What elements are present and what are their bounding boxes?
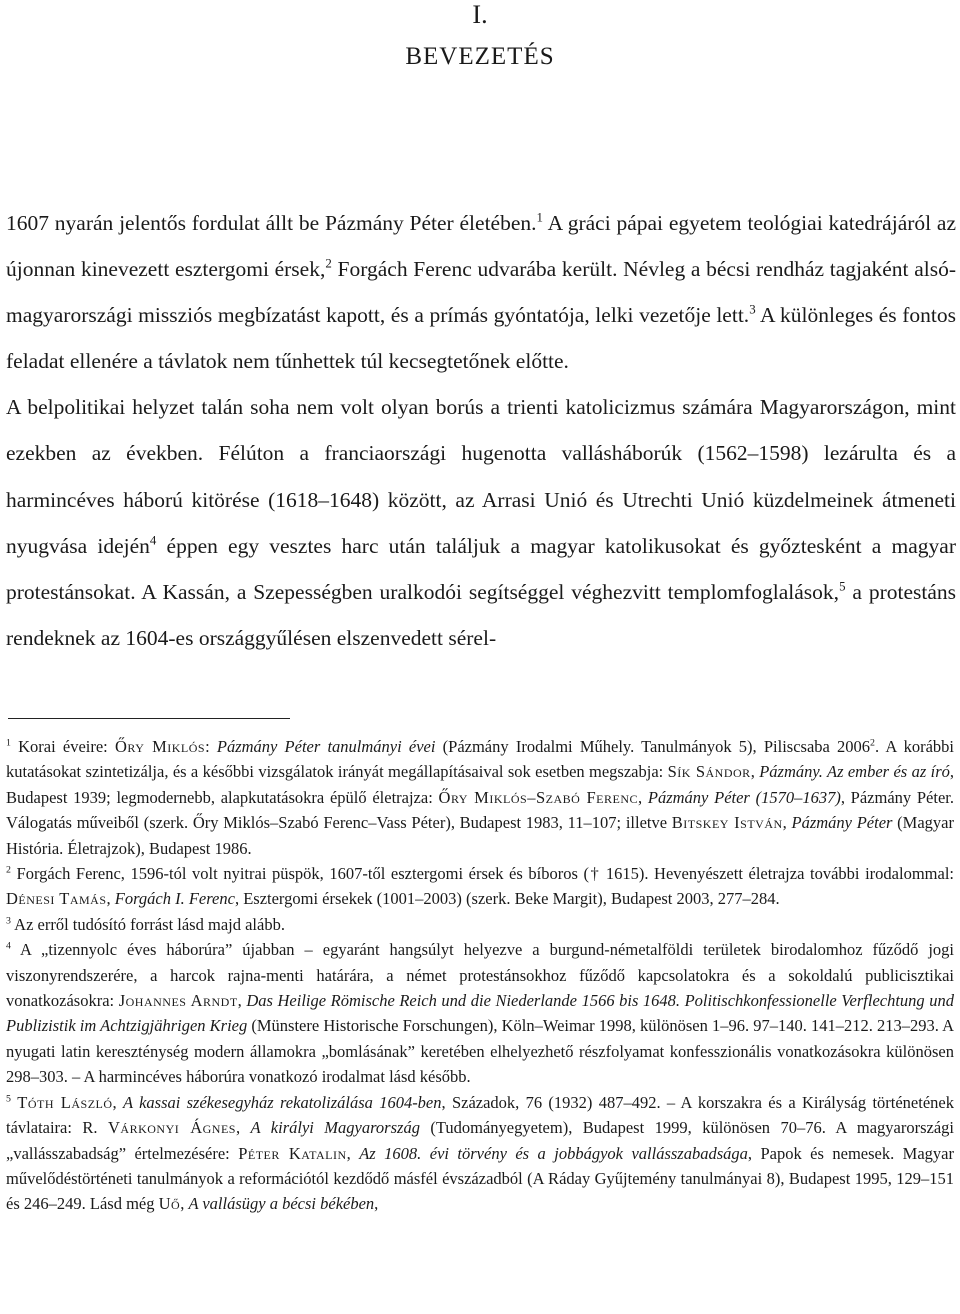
work-title: Pázmány Péter tanulmányi évei	[216, 737, 436, 756]
footnote-ref-1[interactable]: 1	[536, 210, 543, 225]
text-run: , Századok, 76 (1932) 487–492. – A korszakra és a Királyság történetének távlataira: R.	[6, 1092, 954, 1138]
footnote-5	[6, 1090, 954, 1217]
text-run: . A korábbi kutatásokat szintetizálja, és a későbbi vizsgálatok irányát megállapításaival sok esetben megszabja:	[6, 737, 954, 782]
work-title: Pázmány Péter	[791, 813, 893, 833]
footnote-ref-5[interactable]: 5	[839, 579, 846, 594]
text-run: éppen egy vesztes harc után találjuk a magyar katolikusokat és győztesként a magyar protestánsokat. A Kassán, a Szepességben uralkodói segítséggel véghezvitt templomfoglalások,	[6, 533, 956, 604]
footnote-3	[6, 912, 954, 937]
footnote-number: 2	[6, 864, 11, 876]
paragraph-2	[6, 384, 956, 661]
text-run: Az erről tudósító forrást lásd majd alább.	[10, 914, 285, 934]
text-run: A különleges és fontos feladat ellenére a távlatok nem tűnhettek túl kecsegtetőnek előtte.	[6, 303, 957, 374]
work-title: Forgách I. Ferenc	[114, 889, 235, 909]
work-title: A kassai székesegyház rekatolizálása 1604-ben	[122, 1092, 442, 1112]
author-name: Tóth László	[17, 1092, 113, 1112]
work-title: Das Heilige Römische Reich und die Niederlande 1566 bis 1648. Politischkonfessionelle Verflechtung und Publizistik im Achtzigjährigen Krieg	[6, 991, 954, 1036]
text-run: :	[205, 737, 217, 756]
text-run: 1607 nyarán jelentős fordulat állt be Pázmány Péter életében.	[6, 211, 537, 235]
footnote-number: 3	[6, 915, 11, 927]
text-run: ,	[374, 1194, 379, 1214]
work-title: Az 1608. évi törvény és a jobbágyok vallásszabadsága	[359, 1143, 748, 1163]
footnote-2	[6, 861, 954, 912]
text-run: (Tudományegyetem), Budapest 1999, különösen 70–76. A magyarországi „vallásszabadság” értelmezésére:	[6, 1118, 954, 1163]
footnote-ref-2[interactable]: 2	[325, 256, 332, 271]
text-run: ,	[237, 991, 247, 1011]
text-run: ,	[180, 1194, 189, 1214]
text-run: , Budapest 1939; legmodernebb, alapkutatásokra épülő életrajza:	[6, 762, 955, 807]
text-run: ,	[782, 813, 792, 833]
work-title: Pázmány. Az ember és az író	[759, 762, 950, 782]
footnote-number: 1	[6, 737, 11, 749]
text-run: ,	[106, 889, 115, 909]
footnote-4	[6, 937, 954, 1089]
footnote-ref-3[interactable]: 3	[749, 302, 756, 317]
text-run: , Pázmány Péter. Válogatás műveiből (szerk. Őry Miklós–Szabó Ferenc–Vass Péter), Budapest 1983, 11–107; illetve	[6, 787, 954, 833]
footnote-number: 5	[6, 1093, 11, 1105]
author-name: Bitskey István	[671, 813, 783, 833]
text-run: ,	[750, 762, 760, 782]
author-name: Várkonyi Ágnes	[108, 1118, 236, 1138]
author-name: Péter Katalin	[238, 1143, 347, 1163]
text-run: A „tizennyolc éves háborúra” újabban – egyaránt hangsúlyt helyezve a burgund-németalföldi területek birodalomhoz fűződő jogi viszonyrendszerére, a harcok rajna-menti határára, a német protestánsokhoz fűződő kapcsolatokra és a sokoldalú publicisztikai vonatkozásokra:	[6, 940, 954, 1011]
text-run: (Magyar História. Életrajzok), Budapest 1986.	[6, 813, 954, 858]
text-run: ,	[235, 1118, 251, 1138]
text-run: A belpolitikai helyzet talán soha nem volt olyan borús a trienti katolicizmus számára Magyarországon, mint ezekben az években. Félúton a franciaországi hugenotta vallásháborúk (1562–1598) lezárulta és a harmincéves háború kitörése (1618–1648) között, az Arrasi Unió és Utrechti Unió küzdelmeinek átmeneti nyugvása idején	[6, 395, 956, 558]
footnote-1	[6, 734, 954, 861]
work-title: A királyi Magyarország	[250, 1118, 420, 1138]
text-run: ,	[112, 1092, 123, 1112]
paragraph-1	[6, 200, 956, 384]
footnote-number: 4	[6, 940, 11, 952]
edition-sup: 2	[870, 737, 875, 749]
chapter-number: I.	[472, 0, 488, 29]
author-name: Őry Miklós	[114, 737, 206, 756]
text-run: , Esztergomi érsekek (1001–2003) (szerk. Beke Margit), Budapest 2003, 277–284.	[234, 889, 780, 909]
footnotes	[6, 734, 954, 1217]
text-run: ,	[638, 787, 648, 807]
author-name: Dénesi Tamás	[6, 889, 107, 909]
author-name: Uő	[158, 1194, 181, 1214]
chapter-title: BEVEZETÉS	[405, 43, 555, 70]
text-run: Forgách Ferenc, 1596-tól volt nyitrai püspök, 1607-től esztergomi érsek és bíboros († 1615). Hevenyészett életrajza további irodalommal:	[10, 864, 954, 884]
footnote-divider	[8, 718, 290, 719]
text-run: (Münstere Historische Forschungen), Köln–Weimar 1998, különösen 1–96. 97–140. 141–212. 213–293. A nyugati latin kereszténység modern államokra „bomlásának” keretében elhelyezhető részfolyamat konfesszionális vonatkozásokra különösen 298–303. – A harmincéves háborúra vonatkozó irodalmat lásd később.	[6, 1016, 954, 1087]
text-run: Forgách Ferenc udvarába került. Névleg a bécsi rendház tagjaként alsó-magyarországi missziós megbízatást kapott, és a prímás gyóntatója, lelki vezetője lett.	[6, 257, 957, 328]
author-name: Őry Miklós–Szabó Ferenc	[438, 787, 639, 807]
text-run: , Papok és nemesek. Magyar művelődéstörténeti tanulmányok a reformációtól kezdődő másfél évszázadból (A Ráday Gyűjtemény tanulmányai 8), Budapest 1995, 129–151 és 246–249. Lásd még	[6, 1143, 954, 1214]
author-name: Johannes Arndt	[118, 991, 238, 1011]
main-text	[6, 200, 956, 661]
work-title: Pázmány Péter (1570–1637)	[647, 787, 841, 807]
text-run: Korai éveire:	[10, 737, 115, 756]
work-title: A vallásügy a bécsi békében	[188, 1194, 375, 1214]
text-run: ,	[346, 1143, 360, 1163]
text-run: (Pázmány Irodalmi Műhely. Tanulmányok 5), Piliscsaba 2006	[435, 737, 871, 756]
footnote-ref-4[interactable]: 4	[149, 533, 157, 548]
text-run: a protestáns rendeknek az 1604-es országgyűlésen elszenvedett sérel-	[6, 579, 956, 650]
author-name: Sík Sándor	[667, 762, 751, 782]
text-run: A gráci pápai egyetem teológiai katedrájáról az újonnan kinevezett esztergomi érsek,	[6, 211, 956, 282]
